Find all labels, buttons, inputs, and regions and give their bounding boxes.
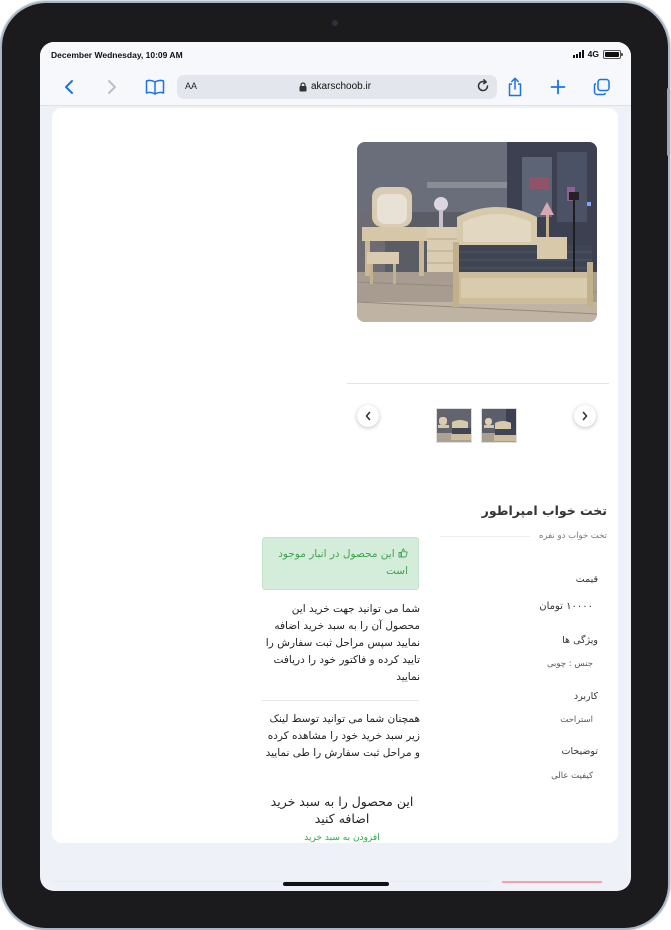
purchase-instructions: شما می توانید جهت خرید این محصول آن را به سبد خرید اضافه نمایید سپس مراحل ثبت سفارش را تایید کرده و فاکتور خود را دریافت نمایید [265, 603, 420, 683]
url-domain: akarschoob.ir [311, 81, 372, 92]
front-camera [332, 20, 338, 26]
gallery-next-button[interactable] [574, 405, 596, 427]
signal-icon [573, 50, 584, 58]
tabs-icon[interactable] [591, 76, 613, 98]
features-label: ویژگی ها [562, 635, 598, 646]
url-display[interactable] [299, 81, 371, 92]
price-value: ۱۰۰۰۰ تومان [539, 601, 593, 612]
page-footer-line [52, 881, 492, 882]
reload-icon[interactable] [475, 78, 491, 98]
cart-instructions: همچنان شما می توانید توسط لینک زیر سبد خرید خود را مشاهده کرده و مراحل ثبت سفارش را طی نمایید [265, 713, 420, 759]
status-time: December Wednesday, 10:09 AM [51, 50, 183, 60]
footer-accent-line [502, 881, 602, 883]
product-main-image[interactable] [357, 142, 597, 322]
product-card [52, 108, 618, 843]
stock-alert [262, 537, 419, 590]
battery-icon [603, 50, 621, 59]
text-size-button[interactable]: AA [185, 81, 198, 91]
product-title: تخت خواب امپراطور [481, 503, 607, 518]
status-bar [40, 42, 631, 68]
add-tab-icon[interactable] [547, 76, 569, 98]
address-bar[interactable] [177, 75, 497, 99]
network-type: 4G [587, 49, 599, 59]
usage-value: استراحت [560, 715, 593, 725]
features-value: جنس : چوبی [546, 659, 593, 669]
product-subtitle: تخت خواب دو نفره [538, 531, 607, 541]
bookmarks-icon[interactable] [144, 76, 166, 98]
back-icon[interactable] [58, 76, 80, 98]
share-icon[interactable] [504, 76, 526, 98]
add-to-cart-heading: این محصول را به سبد خرید اضافه کنید [270, 794, 414, 826]
side-button [667, 88, 670, 156]
description-value: کیفیت عالی [551, 771, 593, 781]
forward-icon[interactable] [101, 76, 123, 98]
screen [40, 42, 631, 891]
home-indicator[interactable] [283, 882, 389, 886]
gallery-divider [347, 383, 609, 384]
chevron-left-icon [364, 411, 372, 421]
chevron-right-icon [581, 411, 589, 421]
stock-message: این محصول در انبار موجود است [278, 548, 408, 578]
browser-toolbar [40, 68, 631, 106]
title-underline [440, 536, 530, 537]
gallery-thumbnail[interactable] [481, 408, 517, 443]
gallery-prev-button[interactable] [357, 405, 379, 427]
add-to-cart-link[interactable]: افزودن به سبد خرید [304, 833, 380, 843]
lock-icon [299, 82, 307, 92]
thumbs-up-icon [398, 547, 408, 563]
gallery-thumbnail[interactable] [436, 408, 472, 443]
status-indicators [573, 49, 621, 59]
usage-label: کاربرد [573, 691, 598, 702]
instructions-divider [262, 700, 419, 701]
description-label: توضیحات [561, 746, 598, 757]
price-label: قیمت [575, 574, 598, 585]
